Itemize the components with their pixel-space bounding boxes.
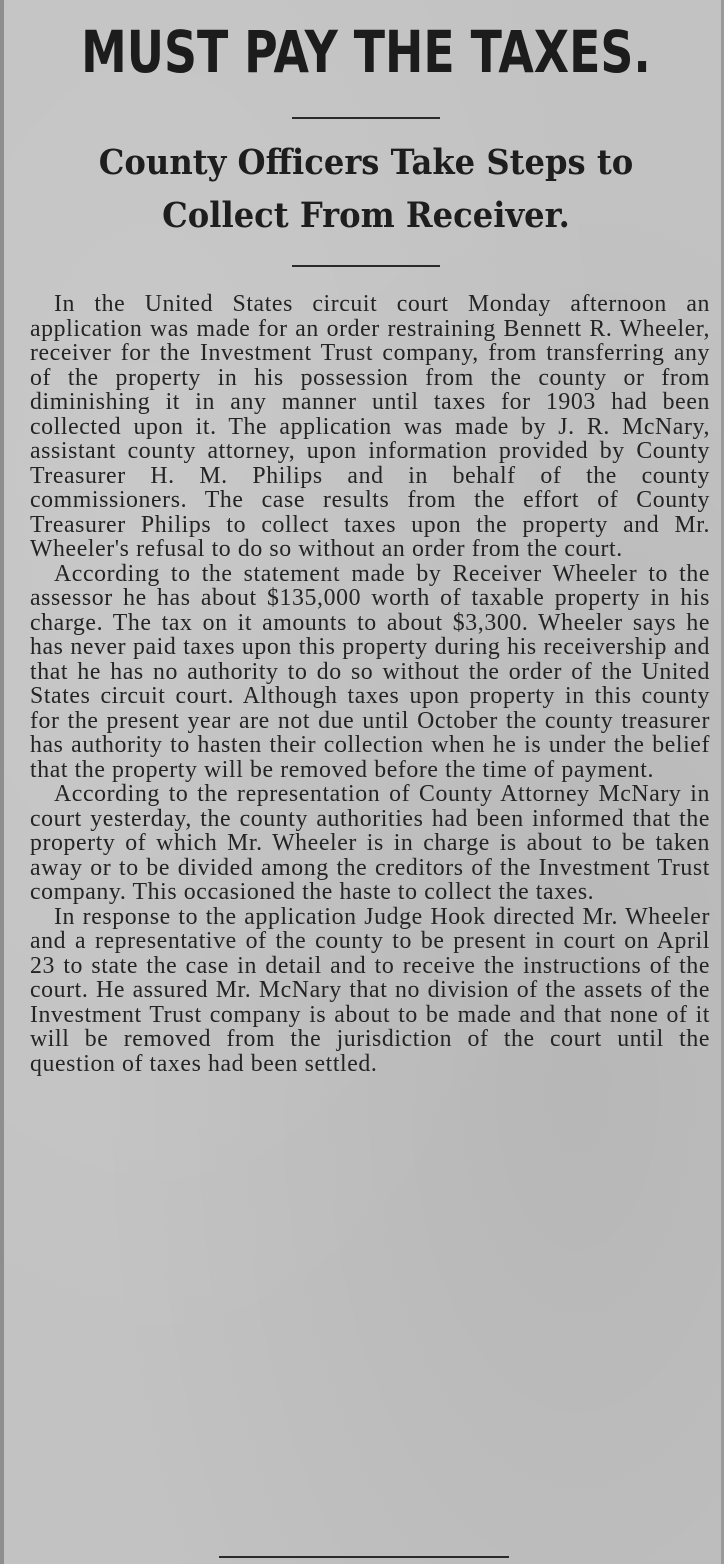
paragraph-1: In the United States circuit court Monday afternoon an application was made for an order restraining Bennett R. Wheeler, receiver for the Investment Trust company, from transferring any of the property in his possession from the county or from diminishing it in any manner until taxes for 1903 had been collected upon it. The application was made by J. R. McNary, assistant county attorney, upon information provided by County Treasurer H. M. Philips and in behalf of the county commissioners. The case results from the effort of County Treasurer Philips to collect taxes upon the property and Mr. Wheeler's refusal to do so without an order from the court. bbox=[30, 291, 710, 562]
paragraph-4: In response to the application Judge Hook directed Mr. Wheeler and a representative of the county to be present in court on April 23 to state the case in detail and to receive the instructions of the court. He assured Mr. McNary that no division of the assets of the Investment Trust company is about to be made and that none of it will be removed from the jurisdiction of the court until the question of taxes had been settled. bbox=[30, 903, 710, 1077]
headline: MUST PAY THE TAXES. bbox=[81, 18, 651, 86]
article-body bbox=[30, 292, 710, 1076]
paragraph-3: According to the representation of County Attorney McNary in court yesterday, the county authorities had been informed that the property of which Mr. Wheeler is in charge is about to be taken away or to be divided among the creditors of the Investment Trust company. This occasioned the haste to collect the taxes. bbox=[30, 781, 710, 905]
divider-rule-bottom bbox=[219, 1556, 509, 1558]
paragraph-2: According to the statement made by Receiver Wheeler to the assessor he has about $135,000 worth of taxable property in his charge. The tax on it amounts to about $3,300. Wheeler says he has never paid taxes upon this property during his receivership and that he has no authority to do so without the order of the United States circuit court. Although taxes upon property in this county for the present year are not due until October the county treasurer has authority to hasten their collection when he is under the belief that the property will be removed before the time of payment. bbox=[30, 560, 710, 783]
divider-rule-middle bbox=[292, 265, 440, 267]
divider-rule-top bbox=[292, 117, 440, 119]
subheadline-line-2: Collect From Receiver. bbox=[162, 195, 570, 236]
subheadline bbox=[33, 136, 699, 242]
subheadline-line-1: County Officers Take Steps to bbox=[98, 142, 634, 183]
